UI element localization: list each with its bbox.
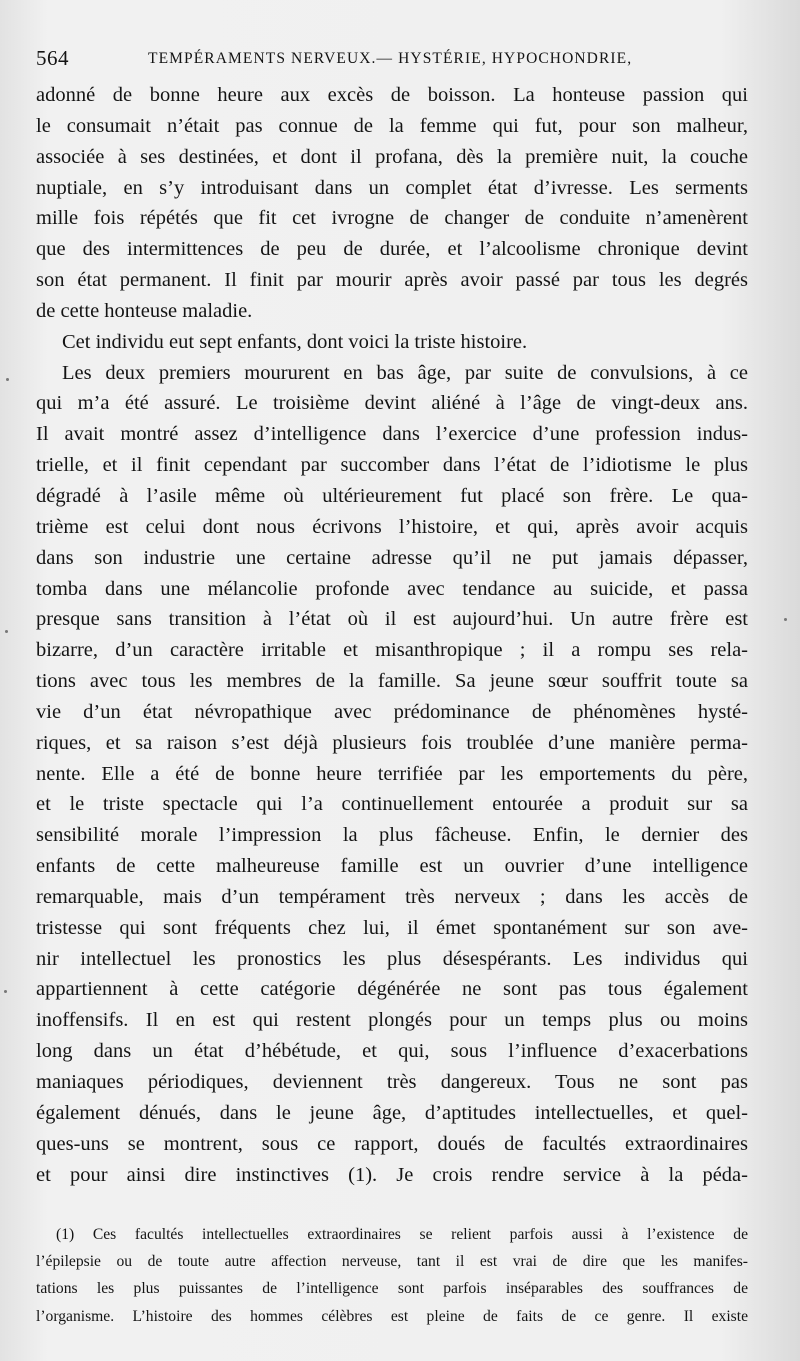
text-line: Il avait montré assez d’intelligence dans l’exercice d’une profession indus- xyxy=(36,423,748,446)
text-line: son état permanent. Il finit par mourir après avoir passé par tous les degrés xyxy=(36,269,748,292)
running-title: TEMPÉRAMENTS NERVEUX.— HYSTÉRIE, HYPOCHONDRIE, xyxy=(148,50,633,67)
footnote xyxy=(36,1221,748,1330)
body-text xyxy=(36,80,748,1190)
text-line: et pour ainsi dire instinctives (1). Je crois rendre service à la péda- xyxy=(36,1163,748,1186)
text-line: remarquable, mais d’un tempérament très nerveux ; dans les accès de xyxy=(36,885,748,908)
text-line: qui m’a été assuré. Le troisième devint aliéné à l’âge de vingt-deux ans. xyxy=(36,392,748,415)
text-line: long dans un état d’hébétude, et qui, sous l’influence d’exacerbations xyxy=(36,1040,748,1063)
footnote-line: l’épilepsie ou de toute autre affection nerveuse, tant il est vrai de dire que les manifes- xyxy=(36,1253,748,1271)
text-line: mille fois répétés que fit cet ivrogne de changer de conduite n’amenèrent xyxy=(36,207,748,230)
footnote-line: l’organisme. L’histoire des hommes célèbres est pleine de faits de ce genre. Il existe xyxy=(36,1307,748,1325)
text-line: adonné de bonne heure aux excès de boisson. La honteuse passion qui xyxy=(36,84,748,106)
text-line: Les deux premiers moururent en bas âge, par suite de convulsions, à ce xyxy=(62,361,748,384)
text-line: nente. Elle a été de bonne heure terrifiée par les emportements du père, xyxy=(36,762,748,785)
margin-speck xyxy=(784,618,787,621)
text-line: riques, et sa raison s’est déjà plusieurs fois troublée d’une manière perma- xyxy=(36,731,748,754)
text-line: dans son industrie une certaine adresse qu’il ne put jamais dépasser, xyxy=(36,546,748,569)
margin-speck xyxy=(5,630,8,633)
text-line: presque sans transition à l’état où il est aujourd’hui. Un autre frère est xyxy=(36,608,748,631)
text-line: Cet individu eut sept enfants, dont voici la triste histoire. xyxy=(62,330,528,353)
footnote-line: tations les plus puissantes de l’intelligence sont parfois inséparables des souffrances de xyxy=(36,1280,748,1298)
text-line: tristesse qui sont fréquents chez lui, il émet spontanément sur son ave- xyxy=(36,916,748,939)
text-line: tions avec tous les membres de la famille. Sa jeune sœur souffrit toute sa xyxy=(36,670,748,693)
text-line: dégradé à l’asile même où ultérieurement fut placé son frère. Le qua- xyxy=(36,484,748,507)
text-line: que des intermittences de peu de durée, et l’alcoolisme chronique devint xyxy=(36,238,748,261)
text-line: enfants de cette malheureuse famille est un ouvrier d’une intelligence xyxy=(36,855,748,878)
text-line: inoffensifs. Il en est qui restent plongés pour un temps plus ou moins xyxy=(36,1009,748,1032)
text-line: sensibilité morale l’impression la plus fâcheuse. Enfin, le dernier des xyxy=(36,824,748,847)
text-line: trielle, et il finit cependant par succomber dans l’état de l’idiotisme le plus xyxy=(36,454,748,477)
text-line: nuptiale, en s’y introduisant dans un complet état d’ivresse. Les serments xyxy=(36,176,748,199)
text-line: vie d’un état névropathique avec prédominance de phénomènes hysté- xyxy=(36,700,748,723)
page-number: 564 xyxy=(36,46,69,70)
text-line: de cette honteuse maladie. xyxy=(36,299,253,322)
text-line: le consumait n’était pas connue de la femme qui fut, pour son malheur, xyxy=(36,114,748,137)
text-line: maniaques périodiques, deviennent très dangereux. Tous ne sont pas xyxy=(36,1071,748,1093)
text-line: nir intellectuel les pronostics les plus désespérants. Les individus qui xyxy=(36,947,748,970)
text-line: bizarre, d’un caractère irritable et misanthropique ; il a rompu ses rela- xyxy=(36,639,748,662)
text-line: associée à ses destinées, et dont il profana, dès la première nuit, la couche xyxy=(36,145,748,168)
margin-speck xyxy=(4,990,7,993)
margin-speck xyxy=(6,378,9,381)
text-line: et le triste spectacle qui l’a continuellement entourée a produit sur sa xyxy=(36,793,748,816)
text-line: ques-uns se montrent, sous ce rapport, doués de facultés extraordinaires xyxy=(36,1132,748,1155)
text-line: tomba dans une mélancolie profonde avec tendance au suicide, et passa xyxy=(36,577,748,600)
page-header xyxy=(36,46,748,74)
footnote-line: (1) Ces facultés intellectuelles extraordinaires se relient parfois aussi à l’existence de xyxy=(56,1226,748,1243)
text-line: appartiennent à cette catégorie dégénérée ne sont pas tous également xyxy=(36,978,748,1001)
text-line: également dénués, dans le jeune âge, d’aptitudes intellectuelles, et quel- xyxy=(36,1101,748,1124)
text-line: trième est celui dont nous écrivons l’histoire, et qui, après avoir acquis xyxy=(36,515,748,538)
